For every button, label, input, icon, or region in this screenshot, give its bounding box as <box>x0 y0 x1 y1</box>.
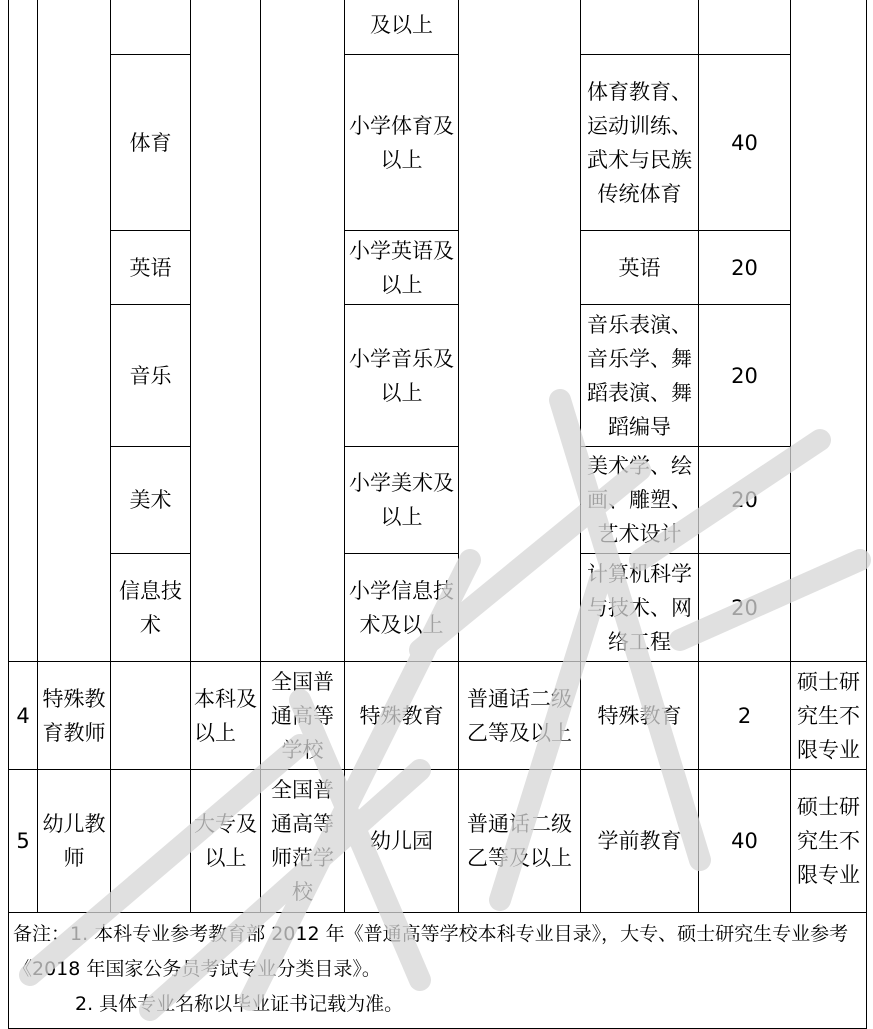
table-row <box>9 55 867 231</box>
cell-no: 4 <box>9 662 38 770</box>
cell-cert: 及以上 <box>345 0 459 55</box>
cell-major: 计算机科学与技术、网络工程 <box>581 554 699 662</box>
table-row <box>9 662 867 770</box>
notes-cell <box>9 913 867 1029</box>
cell-major: 特殊教育 <box>581 662 699 770</box>
cell-subject: 美术 <box>111 447 191 554</box>
cell-school: 全国普通高等学校 <box>261 662 345 770</box>
cell-count: 20 <box>699 554 791 662</box>
cell-count: 20 <box>699 305 791 447</box>
cell-cert: 小学体育及以上 <box>345 55 459 231</box>
cell-subject: 英语 <box>111 231 191 305</box>
cell-count: 20 <box>699 447 791 554</box>
cell-count: 2 <box>699 662 791 770</box>
cell-note: 硕士研究生不限专业 <box>791 662 867 770</box>
table-row <box>9 231 867 305</box>
cell-cert: 小学美术及以上 <box>345 447 459 554</box>
cell-count: 40 <box>699 770 791 913</box>
cell-subject: 音乐 <box>111 305 191 447</box>
cell-count <box>699 0 791 55</box>
cell-position: 特殊教育教师 <box>38 662 111 770</box>
cell-position: 幼儿教师 <box>38 770 111 913</box>
recruitment-table <box>8 0 867 1029</box>
cell-education: 大专及以上 <box>191 770 261 913</box>
cell-major: 学前教育 <box>581 770 699 913</box>
cell-subject <box>111 662 191 770</box>
cell-major: 体育教育、运动训练、武术与民族传统体育 <box>581 55 699 231</box>
cell-major <box>581 0 699 55</box>
cell-school <box>261 0 345 662</box>
cell-cert: 小学信息技术及以上 <box>345 554 459 662</box>
cell-position <box>38 0 111 662</box>
cell-cert: 特殊教育 <box>345 662 459 770</box>
cell-mandarin: 普通话二级乙等及以上 <box>459 662 581 770</box>
notes-line-1: 备注：1. 本科专业参考教育部 2012 年《普通高等学校本科专业目录》，大专、硕士研究生专业参考《2018 年国家公务员考试专业分类目录》。 <box>13 923 849 980</box>
notes-line-2: 2. 具体专业名称以毕业证书记载为准。 <box>75 993 404 1015</box>
table-row <box>9 554 867 662</box>
cell-major: 音乐表演、音乐学、舞蹈表演、舞蹈编导 <box>581 305 699 447</box>
cell-count: 40 <box>699 55 791 231</box>
table-row <box>9 447 867 554</box>
table-row <box>9 0 867 55</box>
cell-cert: 幼儿园 <box>345 770 459 913</box>
cell-major: 美术学、绘画、雕塑、艺术设计 <box>581 447 699 554</box>
cell-mandarin <box>459 0 581 662</box>
cell-subject <box>111 0 191 55</box>
cell-education: 本科及以上 <box>191 662 261 770</box>
table-row <box>9 770 867 913</box>
cell-cert: 小学音乐及以上 <box>345 305 459 447</box>
cell-cert: 小学英语及以上 <box>345 231 459 305</box>
cell-note: 硕士研究生不限专业 <box>791 770 867 913</box>
cell-no: 5 <box>9 770 38 913</box>
cell-subject: 体育 <box>111 55 191 231</box>
cell-note <box>791 0 867 662</box>
table-row-notes <box>9 913 867 1029</box>
cell-no <box>9 0 38 662</box>
table-row <box>9 305 867 447</box>
cell-school: 全国普通高等师范学校 <box>261 770 345 913</box>
cell-subject: 信息技术 <box>111 554 191 662</box>
cell-count: 20 <box>699 231 791 305</box>
cell-subject <box>111 770 191 913</box>
cell-education <box>191 0 261 662</box>
cell-mandarin: 普通话二级乙等及以上 <box>459 770 581 913</box>
cell-major: 英语 <box>581 231 699 305</box>
